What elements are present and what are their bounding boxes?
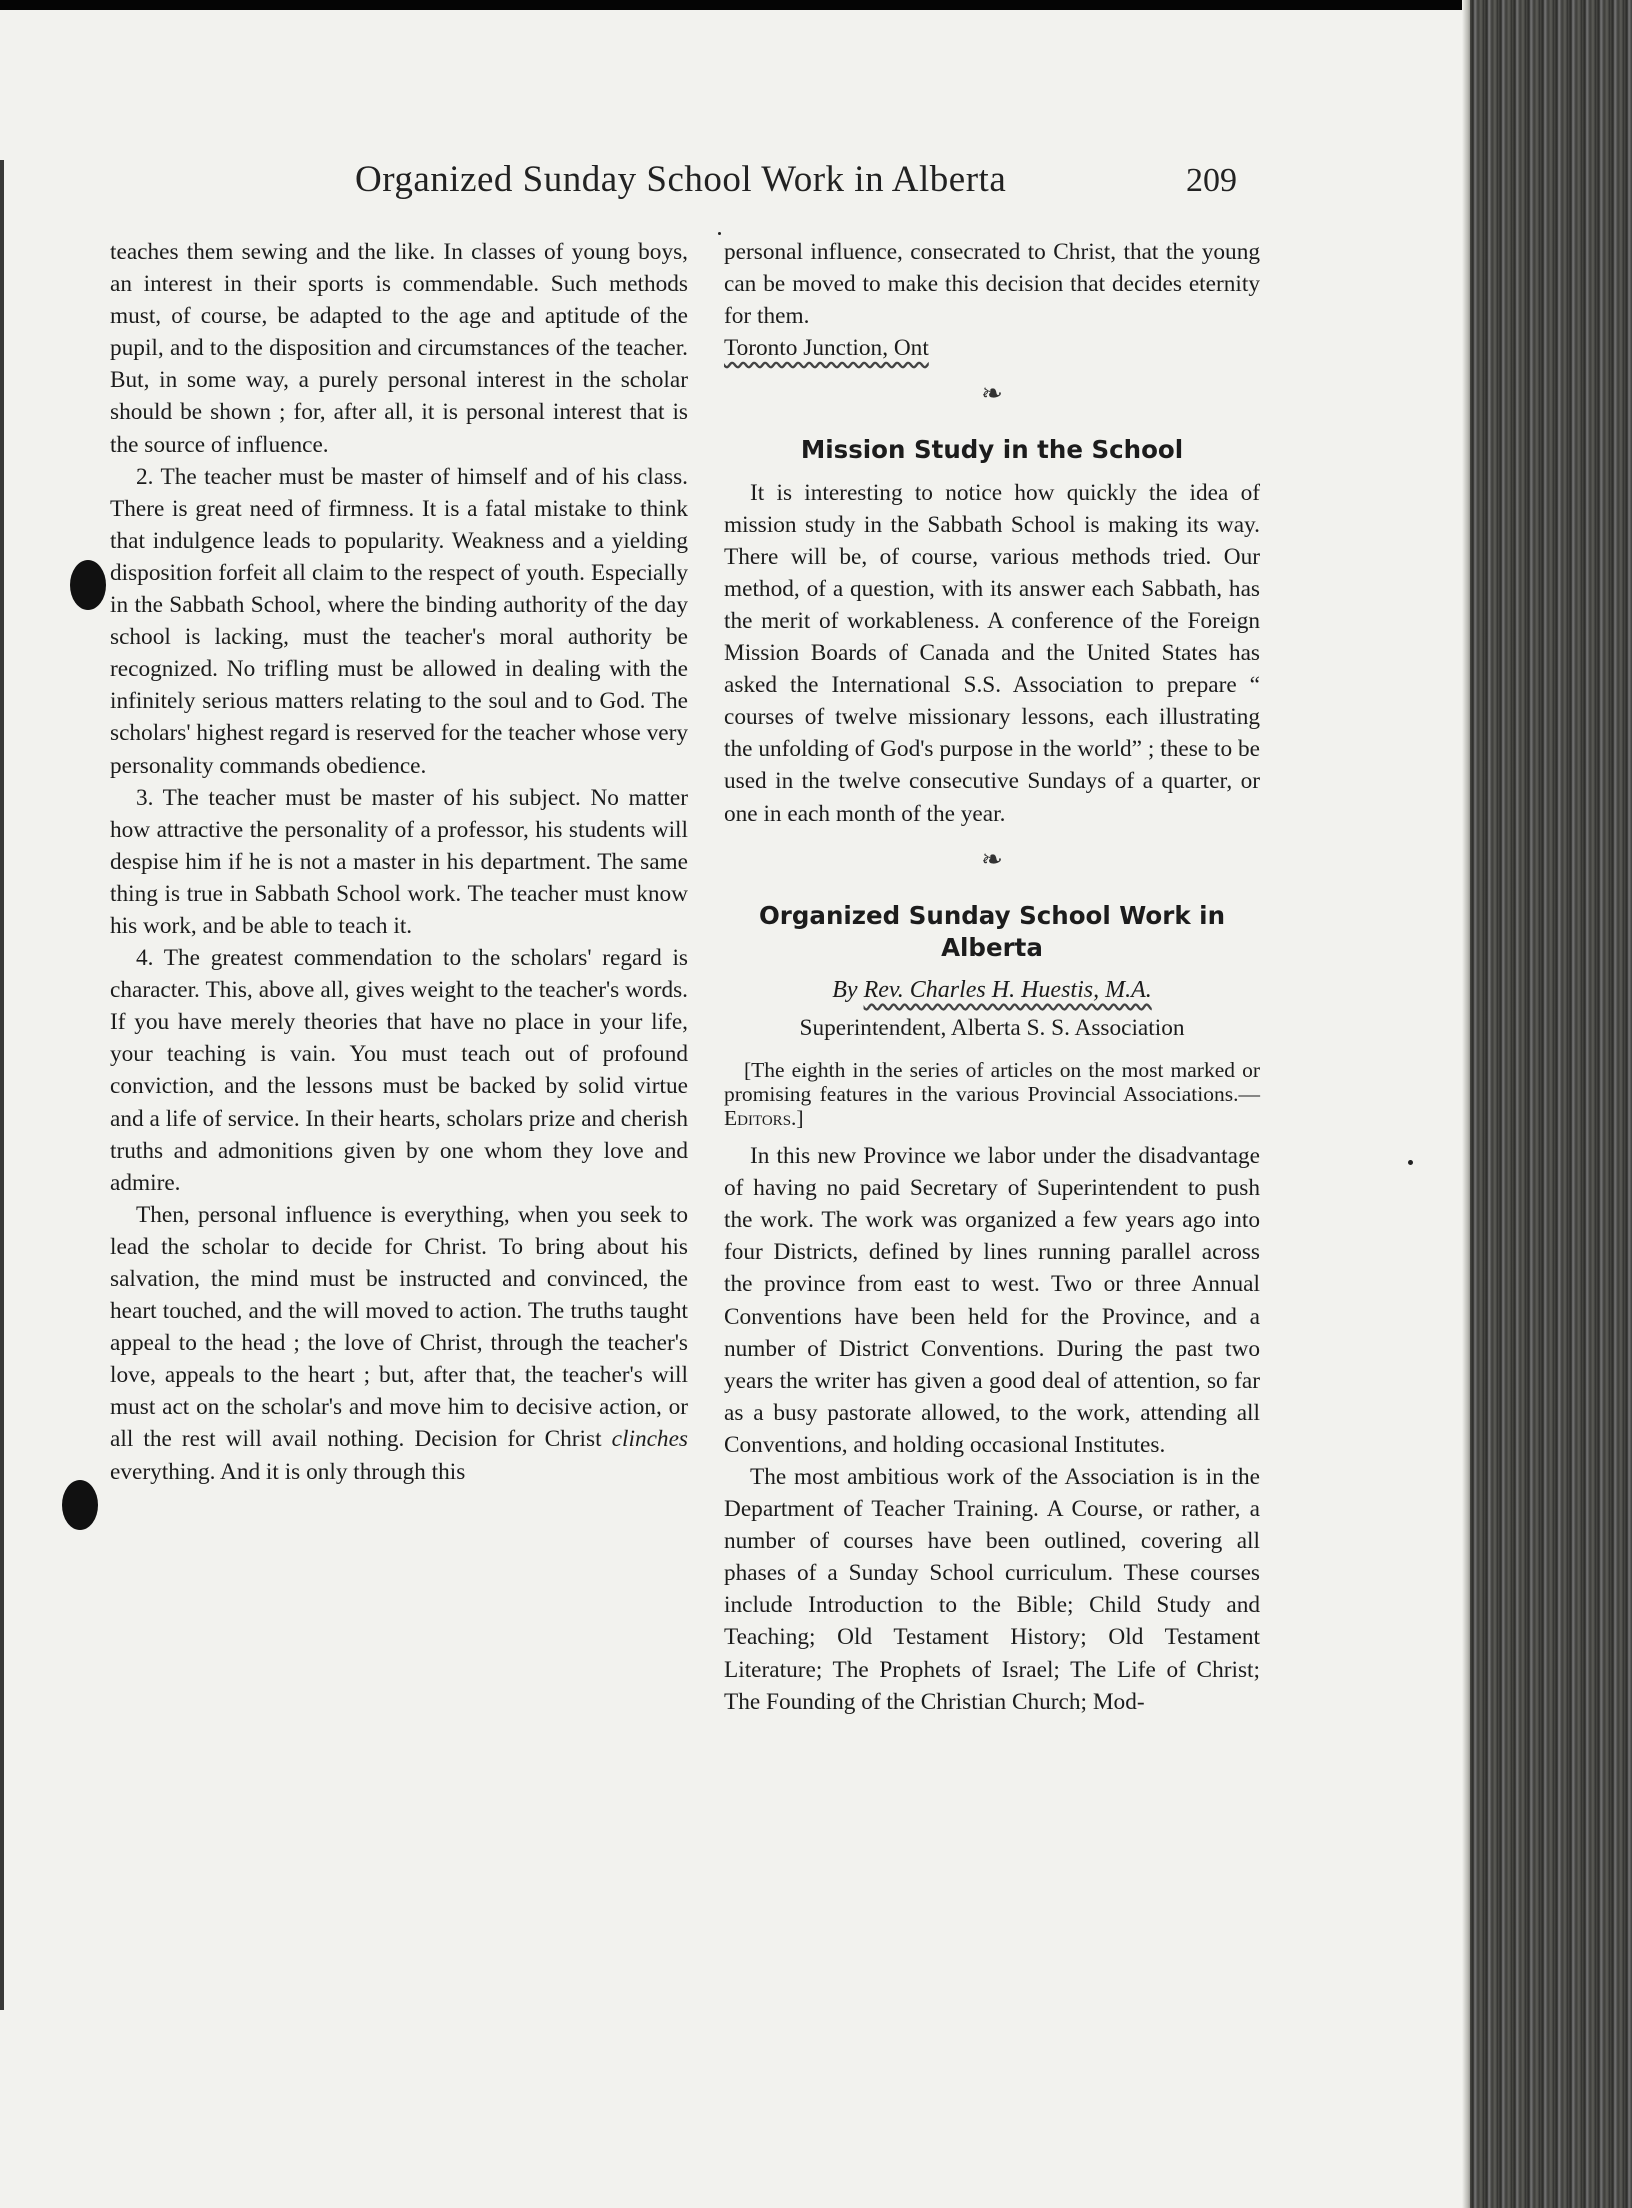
punch-hole: [70, 560, 106, 610]
fleuron-ornament: ❧: [981, 379, 1003, 409]
right-column: [724, 236, 1260, 1718]
page-edge-shadow: [0, 160, 4, 2010]
author-name: Rev. Charles H. Huestis, M.A.: [863, 976, 1152, 1003]
paragraph-tail: everything. And it is only through this: [110, 1458, 466, 1485]
italic-word: clinches: [611, 1426, 688, 1453]
fleuron-ornament: ❧: [981, 844, 1003, 874]
editors-label: Editors: [724, 1106, 792, 1131]
section-heading: Mission Study in the School: [800, 435, 1184, 465]
paragraph: 2. The teacher must be master of himself and of his class. There is great need of firmness. It is a fatal mistake to think that indulgence leads to popularity. Weakness and a yielding disposition forfeit all claim to the respect of youth. Especially in the Sabbath School, where the binding authority of the day school is lacking, must the teacher's moral authority be recognized. No trifling must be allowed in dealing with the infinitely serious matters relating to the soul and to God. The scholars' highest regard is reserved for the teacher whose very personality commands obedience.: [110, 463, 688, 779]
byline: [724, 974, 1260, 1006]
book-spine-edges: [1470, 0, 1632, 2208]
running-title: Organized Sunday School Work in Alberta: [355, 159, 1007, 200]
paragraph-final: [110, 1199, 688, 1488]
byline-prefix: By: [832, 976, 858, 1003]
page-number: 209: [1186, 162, 1237, 199]
signature: Toronto Junction, Ont: [724, 335, 929, 362]
left-column: [110, 236, 688, 1488]
paragraph: teaches them sewing and the like. In classes of young boys, an interest in their sports is commendable. Such methods must, of course, be adapted to the age and aptitude of the pupil, and to the disposition and circumstances of the teacher. But, in some way, a purely personal interest in the scholar should be shown ; for, after all, it is personal interest that is the source of influence.: [110, 239, 688, 458]
scan-speck: [1408, 1160, 1413, 1165]
editors-note-end: .]: [791, 1106, 804, 1131]
scan-border: [0, 0, 1632, 10]
continuation-paragraph: personal influence, consecrated to Christ, that the young can be moved to make this decision that decides eternity for them.: [724, 239, 1260, 330]
paragraph: 3. The teacher must be master of his subject. No matter how attractive the personality of a professor, his students will despise him if he is not a master in his department. The same thing is true in Sabbath School work. The teacher must know his work, and be able to teach it.: [110, 784, 688, 939]
paragraph-text: Then, personal influence is everything, when you seek to lead the scholar to decide for Christ. To bring about his salvation, the mind must be instructed and convinced, the heart touched, and the will moved to action. The truths taught appeal to the head ; the love of Christ, through the teacher's love, appeals to the heart ; but, after that, the teacher's will must act on the scholar's and move him to decisive action, or all the rest will avail nothing. Decision for Christ: [110, 1201, 688, 1453]
paragraph: In this new Province we labor under the disadvantage of having no paid Secretary of Superintendent to push the work. The work was organized a few years ago into four Districts, defined by lines running parallel across the province from east to west. Two or three Annual Conventions have been held for the Province, and a number of District Conventions. During the past two years the writer has given a good deal of attention, so far as a busy pastorate allowed, to the work, attending all Conventions, and holding occasional Institutes.: [724, 1143, 1260, 1458]
paragraph: It is interesting to notice how quickly the idea of mission study in the Sabbath School is making its way. There will be, of course, various methods tried. Our method, of a question, with its answer each Sabbath, has the merit of workableness. A conference of the Foreign Mission Boards of Canada and the United States has asked the International S.S. Association to prepare “ courses of twelve missionary lessons, each illustrating the unfolding of God's purpose in the world” ; these to be used in the twelve consecutive Sundays of a quarter, or one in each month of the year.: [724, 479, 1260, 827]
paragraph: The most ambitious work of the Association is in the Department of Teacher Training. A Course, or rather, a number of courses have been outlined, covering all phases of a Sunday School curriculum. These courses include Introduction to the Bible; Child Study and Teaching; Old Testament History; Old Testament Literature; The Prophets of Israel; The Life of Christ; The Founding of the Christian Church; Mod-: [724, 1464, 1260, 1715]
editors-note-text: [The eighth in the series of articles on the most marked or promising features in the various Provincial Associations.—: [724, 1058, 1260, 1107]
scan-speck: [718, 232, 721, 235]
editors-note: [724, 1058, 1260, 1130]
article-heading: Organized Sunday School Work in Alberta: [758, 900, 1226, 962]
paragraph: 4. The greatest commendation to the scholars' regard is character. This, above all, gives weight to the teacher's words. If you have merely theories that have no place in your life, your teaching is vain. You must teach out of profound conviction, and the lessons must be backed by solid virtue and a life of service. In their hearts, scholars prize and cherish truths and admonitions given by one whom they love and admire.: [110, 945, 688, 1196]
punch-hole: [62, 1480, 98, 1530]
author-affiliation: Superintendent, Alberta S. S. Association: [799, 1014, 1185, 1041]
